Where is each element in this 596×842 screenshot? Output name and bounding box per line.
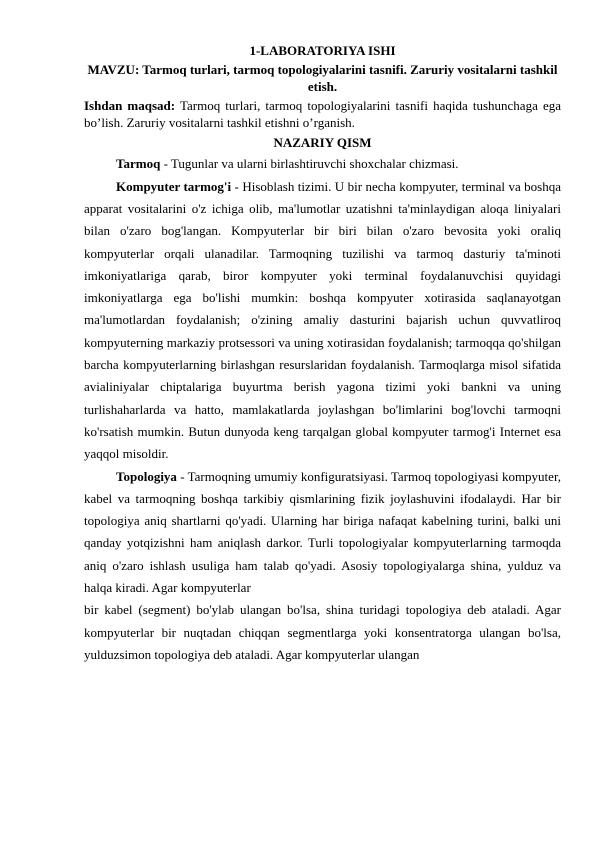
goal-text: Tarmoq turlari, tarmoq topologiyalarini tasnifi haqida tushunchaga ega bo’lish. Zaruriy vositalarni tashkil etishni o’rganish.: [84, 98, 561, 131]
paragraph-topologiya: [84, 466, 561, 600]
document-page: [84, 36, 561, 666]
definition-topologiya: - Tarmoqning umumiy konfiguratsiyasi. Tarmoq topologiyasi kompyuter, kabel va tarmoqning boshqa tarkibiy qismlarining fizik joylashuvini ifodalaydi. Har bir topologiya aniq shartlarni qo'yadi. Ularning har biriga nafaqat kabelning turini, balki uni qanday yotqizishni ham aniqlash darkor. Turli topologiyalar kompyuterlarning tarmoqda aniq o'zaro ishlash usuliga ham talab qo'yadi. Asosiy topologiyalarga shina, yulduz va halqa kiradi. Agar kompyuterlar: [84, 468, 561, 596]
goal-paragraph: [84, 97, 561, 131]
paragraph-kompyuter-tarmogi: [84, 176, 561, 466]
goal-label: Ishdan maqsad:: [84, 98, 176, 114]
lab-title: 1-LABORATORIYA ISHI: [249, 43, 396, 58]
definition-tarmoq: - Tugunlar va ularni birlashtiruvchi shoxchalar chizmasi.: [160, 156, 459, 172]
paragraph-tarmoq: [84, 153, 561, 175]
topic-heading: MAVZU: Tarmoq turlari, tarmoq topologiyalarini tasnifi. Zaruriy vositalarni tashkil etish.: [87, 62, 558, 95]
definition-kompyuter-tarmogi: - Hisoblash tizimi. U bir necha kompyuter, terminal va boshqa apparat vositalarini o'z ichiga olib, ma'lumotlar uzatishni ta'minlaydigan aloqa liniyalari bilan o'zaro bog'langan. Kompyuterlar bir biri bilan o'zaro bevosita yoki oraliq kompyuterlar orqali ulanadilar. Tarmoqning tuzilishi va tarmoq dasturiy ta'minoti imkoniyatlariga qarab, biror kompyuter yoki terminal foydalanuvchisi quyidagi imkoniyatlarga ega bo'lishi mumkin: boshqa kompyuter xotirasida saqlanayotgan ma'lumotlardan foydalanish; o'zining amaliy dasturini bajarish uchun quvvatliroq kompyuterning markaziy protsessori va uning xotirasidan foydalanish; tarmoqqa qo'shilgan barcha kompyuterlarning birlashgan resurslaridan foydalanish. Tarmoqlarga misol sifatida avialiniyalar chiptalariga buyurtma berish yagona tizimi yoki bankni va uning turlishaharlarda va hatto, mamlakatlarda joylashgan bo'limlarini bog'lovchi tarmoqni ko'rsatish mumkin. Butun dunyoda keng tarqalgan global kompyuter tarmog'i Internet esa yaqqol misoldir.: [84, 178, 562, 462]
paragraph-topologiya-continuation: bir kabel (segment) bo'ylab ulangan bo'lsa, shina turidagi topologiya deb ataladi. Agar kompyuterlar bir nuqtadan chiqqan segmentlarga yoki konsentratorga ulangan bo'lsa, yulduzsimon topologiya deb ataladi. Agar kompyuterlar ulangan: [84, 602, 561, 662]
term-tarmoq: Tarmoq: [116, 156, 161, 172]
term-kompyuter-tarmogi: Kompyuter tarmog'i: [116, 178, 232, 194]
term-topologiya: Topologiya: [116, 468, 177, 484]
section-title: NAZARIY QISM: [273, 135, 372, 151]
